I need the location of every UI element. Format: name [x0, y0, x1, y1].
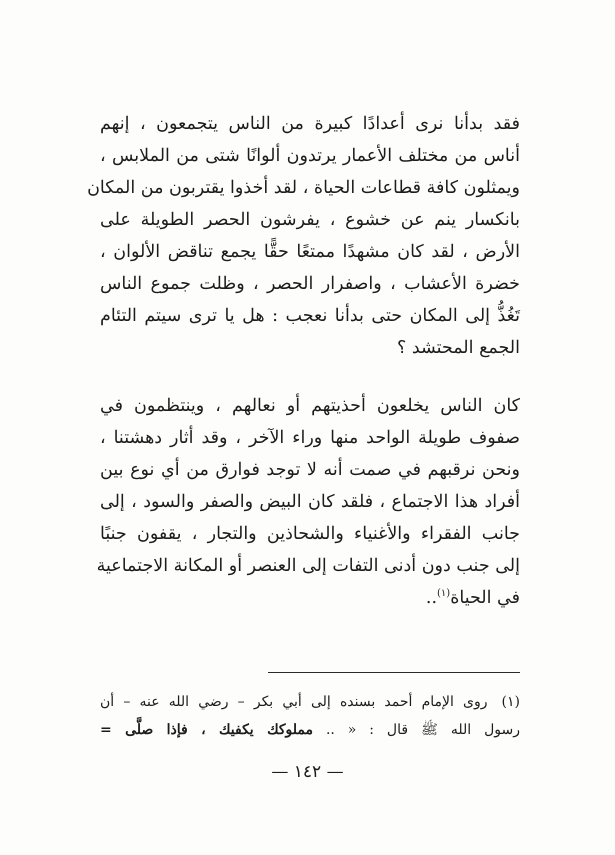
- footnote: [100, 688, 520, 744]
- last-line-suffix: ..: [425, 588, 438, 608]
- footnote-bold-text: مملوكك يكفيك ، فإذا صلَّى =: [100, 722, 313, 738]
- text-line: صفوف طويلة الواحد منها وراء الآخر ، وقد أثار دهشتنا ،: [100, 428, 520, 448]
- text-line: أفراد هذا الاجتماع ، فلقد كان البيض والصفر والسود ، إلى: [100, 492, 520, 512]
- text-line: أناس من مختلف الأعمار يرتدون ألوانًا شتى من الملابس ،: [100, 146, 520, 166]
- text-line: ويمثلون كافة قطاعات الحياة ، لقد أخذوا يقتربون من المكان: [87, 178, 520, 198]
- paragraph-2: [96, 390, 520, 614]
- footnote-line-2: [100, 716, 520, 744]
- footnote-text: رسول الله ﷺ قال : « ..: [313, 722, 520, 738]
- text-line: تَغُذُّ إلى المكان حتى بدأنا نعجب : هل يا ترى سيتم التئام: [100, 306, 520, 326]
- page-number: — ١٤٢ —: [271, 762, 344, 782]
- text-line: ونحن نرقبهم في صمت أنه لا توجد فوارق من أي نوع بين: [100, 460, 520, 480]
- text-line: جانب الفقراء والأغنياء والشحاذين والتجار ، يقفون جنبًا: [100, 524, 520, 544]
- text-line: فقد بدأنا نرى أعدادًا كبيرة من الناس يتجمعون ، إنهم: [100, 114, 520, 134]
- text-line: خضرة الأعشاب ، واصفرار الحصر ، وظلت جموع الناس: [100, 274, 520, 294]
- footnote-reference[interactable]: (١): [437, 588, 451, 600]
- text-line: إلى جنب دون أدنى التفات إلى العنصر أو المكانة الاجتماعية: [96, 556, 520, 576]
- last-line-text: في الحياة: [450, 588, 520, 608]
- text-line: بانكسار ينم عن خشوع ، يفرشون الحصر الطويلة على: [100, 210, 520, 230]
- text-line: الأرض ، لقد كان مشهدًا ممتعًا حقًّا يجمع تناقض الألوان ،: [100, 242, 520, 262]
- main-text: [87, 108, 520, 614]
- text-line: الجمع المحتشد ؟: [396, 338, 520, 358]
- footnote-line-1: [100, 688, 520, 716]
- footnote-text: روى الإمام أحمد بسنده إلى أبي بكر – رضي الله عنه – أن: [100, 694, 488, 710]
- footnote-divider: [268, 672, 520, 673]
- paragraph-1: [87, 108, 520, 364]
- text-line: كان الناس يخلعون أحذيتهم أو نعالهم ، وينتظمون في: [100, 396, 520, 416]
- text-line-last: [100, 582, 520, 614]
- paragraph-spacer: [100, 364, 520, 390]
- footnote-marker: (١): [501, 694, 520, 710]
